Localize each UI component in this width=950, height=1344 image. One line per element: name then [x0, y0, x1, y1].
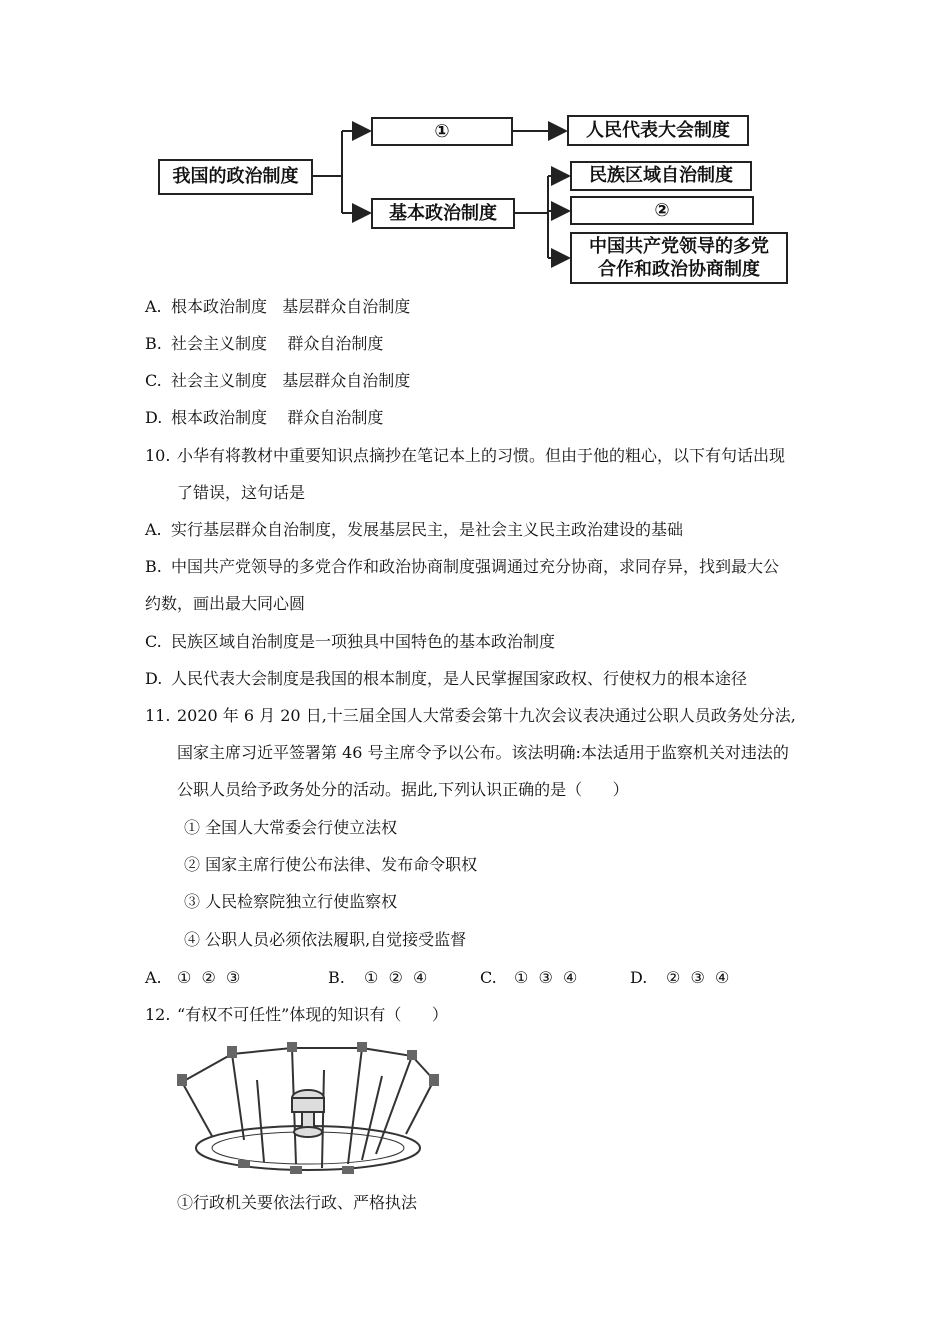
q11-item-1: ① 全国人大常委会行使立法权: [184, 818, 398, 837]
sub3-line2: 合作和政治协商制度: [598, 259, 760, 280]
q11-choice-d: D. ② ③ ④: [630, 968, 730, 987]
q11-stem-line3: 公职人员给予政务处分的活动。据此,下列认识正确的是（ ）: [177, 780, 629, 799]
sub3-box: [570, 232, 788, 284]
sub2-box: ②: [570, 196, 754, 225]
q9-option-c: C. 社会主义制度 基层群众自治制度: [145, 371, 411, 390]
q11-item-2: ② 国家主席行使公布法律、发布命令职权: [184, 855, 478, 874]
q10-option-b: B. 中国共产党领导的多党合作和政治协商制度强调通过充分协商，求同存异，找到最大公: [145, 557, 780, 576]
sub1-box: 民族区域自治制度: [570, 161, 752, 191]
branch-top-box: ①: [371, 117, 513, 146]
q11-stem-line2: 国家主席习近平签署第 46 号主席令予以公布。该法明确:本法适用于监察机关对违法的: [177, 743, 789, 762]
q11-choice-c: C. ① ③ ④: [480, 968, 578, 987]
q10-stem-line1: 10. 小华有将教材中重要知识点摘抄在笔记本上的习惯。但由于他的粗心，以下有句话出现: [145, 446, 786, 465]
q12-stem: 12. “有权不可任性”体现的知识有（ ）: [145, 1005, 448, 1024]
diagram-connectors: [0, 0, 950, 300]
branch-top-target-box: 人民代表大会制度: [567, 115, 749, 146]
q11-item-3: ③ 人民检察院独立行使监察权: [184, 892, 398, 911]
q11-choice-a: A. ① ② ③: [145, 968, 241, 987]
q10-option-d: D. 人民代表大会制度是我国的根本制度，是人民掌握国家政权、行使权力的根本途径: [145, 669, 748, 688]
q11-choice-b: B. ① ② ④: [328, 968, 428, 987]
q9-option-b: B. 社会主义制度 群众自治制度: [145, 334, 384, 353]
power-cage-illustration: [172, 1040, 444, 1178]
political-system-diagram: [0, 0, 950, 300]
q10-option-a: A. 实行基层群众自治制度，发展基层民主，是社会主义民主政治建设的基础: [145, 520, 684, 539]
q9-option-a: A. 根本政治制度 基层群众自治制度: [145, 297, 411, 316]
branch-bottom-box: 基本政治制度: [371, 198, 515, 229]
sub3-line1: 中国共产党领导的多党: [589, 235, 769, 257]
root-box: 我国的政治制度: [158, 159, 313, 195]
q11-item-4: ④ 公职人员必须依法履职,自觉接受监督: [184, 930, 467, 949]
q10-option-b-cont: 约数，画出最大同心圆: [145, 594, 306, 613]
q12-item-1: ①行政机关要依法行政、严格执法: [177, 1193, 418, 1212]
q9-option-d: D. 根本政治制度 群众自治制度: [145, 408, 384, 427]
q11-stem-line1: 11. 2020 年 6 月 20 日,十三届全国人大常委会第十九次会议表决通过公职人员政务处分法,: [145, 706, 796, 725]
q10-stem-line2: 了错误，这句话是: [177, 483, 306, 502]
q10-option-c: C. 民族区域自治制度是一项独具中国特色的基本政治制度: [145, 632, 556, 651]
